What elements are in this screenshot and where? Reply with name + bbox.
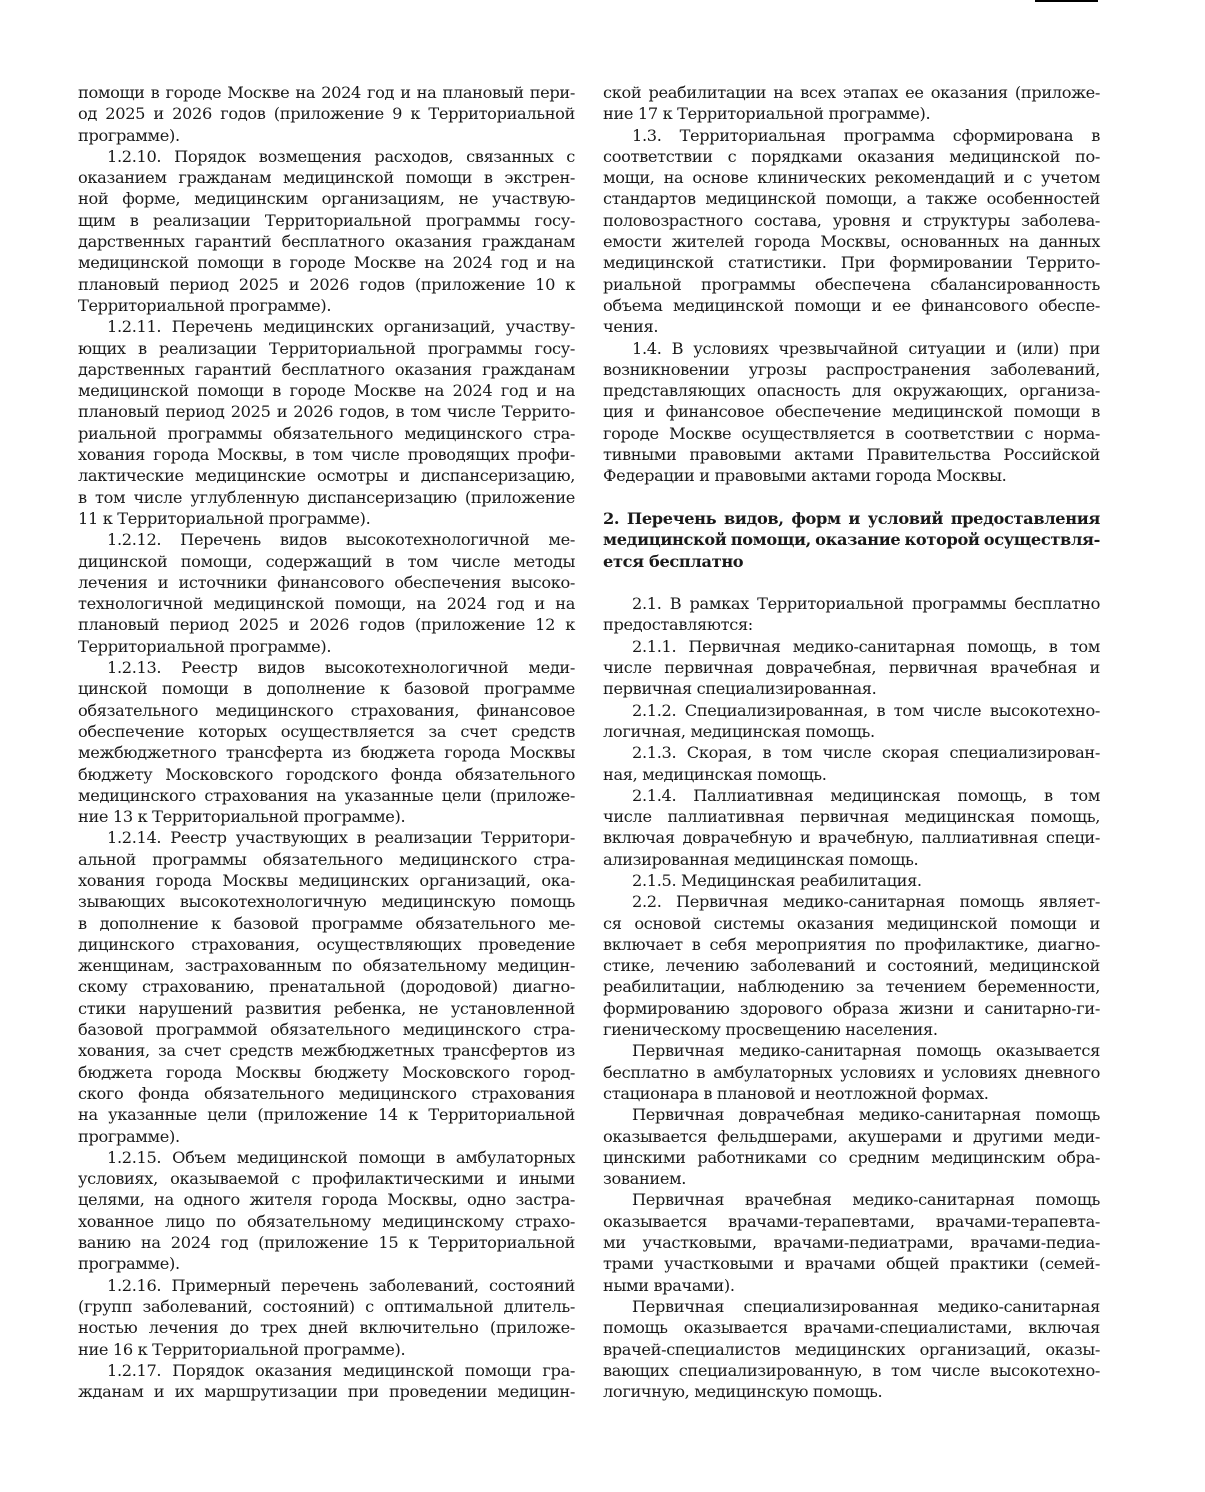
text-line: оказывается фельдшерами, акушерами и другими меди-	[603, 1126, 1100, 1146]
text-line: 2.1. В рамках Территориальной программы бесплатно	[632, 594, 1100, 614]
text-line: медицинского страхования на указанные цели (приложе-	[78, 785, 575, 805]
text-line: 1.3. Территориальная программа сформирована в	[632, 125, 1100, 145]
text-line: Территориальной программе).	[78, 636, 332, 656]
text-line: чения.	[603, 317, 659, 337]
text-line: 2.1.1. Первичная медико-санитарная помощь, в том	[632, 636, 1100, 656]
text-line: 11 к Территориальной программе).	[78, 508, 371, 528]
paragraph-2.2-p4	[603, 1189, 1100, 1295]
text-line: представляющих опасность для окружающих, организа-	[603, 381, 1100, 401]
text-line: од 2025 и 2026 годов (приложение 9 к Территориальной	[78, 104, 575, 124]
text-line: ми участковыми, врачами-педиатрами, врачами-педиа-	[603, 1233, 1100, 1253]
text-line: включает в себя мероприятия по профилактике, диагно-	[603, 934, 1100, 954]
text-line: хования города Москвы, в том числе проводящих профи-	[78, 445, 575, 465]
text-line: 1.2.11. Перечень медицинских организаций, участву-	[107, 317, 575, 337]
text-line: ется бесплатно	[603, 551, 744, 571]
text-line: медицинской помощи в городе Москве на 2024 год и на	[78, 381, 575, 401]
text-line: числе паллиативная первичная медицинская помощь,	[603, 807, 1100, 827]
text-line: обязательного медицинского страхования, финансовое	[78, 700, 575, 720]
paragraph-2.1.5	[603, 870, 1100, 891]
text-line: риальной программы обеспечена сбалансированность	[603, 274, 1100, 294]
text-line: первичная специализированная.	[603, 679, 877, 699]
text-line: 1.2.14. Реестр участвующих в реализации Территори-	[107, 828, 575, 848]
paragraph-1.2.10	[78, 146, 575, 316]
text-line: плановый период 2025 и 2026 годов (приложение 10 к	[78, 274, 575, 294]
text-line: половозрастного состава, уровня и структуры заболева-	[603, 210, 1100, 230]
paragraph-1.3	[603, 125, 1100, 338]
text-line: 2.1.4. Паллиативная медицинская помощь, в том	[632, 785, 1100, 805]
text-line: соответствии с порядками оказания медицинской по-	[603, 146, 1100, 166]
right-column	[603, 82, 1100, 1402]
text-line: зованием.	[603, 1169, 687, 1189]
text-line: (групп заболеваний, состояний) с оптимальной длитель-	[78, 1296, 575, 1316]
text-line: обеспечение которых осуществляется за счет средств	[78, 721, 575, 741]
text-line: бюджета города Москвы бюджету Московского город-	[78, 1062, 575, 1082]
text-line: мощи, на основе клинических рекомендаций и с учетом	[603, 168, 1100, 188]
paragraph-2.1	[603, 593, 1100, 636]
text-line: ная, медицинская помощь.	[603, 764, 827, 784]
paragraph-2.1.1	[603, 636, 1100, 700]
text-line: медицинской статистики. При формировании Террито-	[603, 253, 1100, 273]
text-line: числе первичная доврачебная, первичная врачебная и	[603, 658, 1100, 678]
text-line: 1.2.13. Реестр видов высокотехнологичной меди-	[107, 658, 575, 678]
text-line: Первичная доврачебная медико-санитарная помощь	[632, 1105, 1100, 1125]
text-line: 1.4. В условиях чрезвычайной ситуации и (или) при	[632, 338, 1100, 358]
paragraph-1.2.11	[78, 316, 575, 529]
text-line: на указанные цели (приложение 14 к Территориальной	[78, 1105, 575, 1125]
text-line: медицинской помощи, оказание которой осуществля-	[603, 530, 1100, 550]
text-line: технологичной медицинской помощи, на 2024 год и на	[78, 594, 575, 614]
paragraph-2.2-p5	[603, 1296, 1100, 1402]
text-line: ными врачами).	[603, 1275, 735, 1295]
text-line: емости жителей города Москвы, основанных на данных	[603, 232, 1100, 252]
paragraph-2.2-p2	[603, 1040, 1100, 1104]
spacer	[603, 487, 1100, 508]
text-line: 2.1.3. Скорая, в том числе скорая специализирован-	[632, 743, 1100, 763]
text-line: в дополнение к базовой программе обязательного ме-	[78, 913, 575, 933]
text-line: помощи в городе Москве на 2024 год и на плановый пери-	[78, 83, 575, 102]
text-line: формированию здорового образа жизни и санитарно-ги-	[603, 998, 1100, 1018]
text-line: дарственных гарантий бесплатного оказания гражданам	[78, 232, 575, 252]
paragraph-2.1.3	[603, 742, 1100, 785]
text-line: программе).	[78, 125, 180, 145]
text-line: риальной программы обязательного медицинского стра-	[78, 423, 575, 443]
paragraph-2.2	[603, 891, 1100, 1040]
text-line: 2.1.2. Специализированная, в том числе высокотехно-	[632, 700, 1100, 720]
text-line: программе).	[78, 1254, 180, 1274]
text-line: условиях, оказываемой с профилактическими и иными	[78, 1169, 575, 1189]
text-line: целями, на одного жителя города Москвы, одно застра-	[78, 1190, 575, 1210]
text-line: щим в реализации Территориальной программы госу-	[78, 210, 575, 230]
text-line: цинскими работниками со средним медицинским обра-	[603, 1147, 1100, 1167]
paragraph-2.1.2	[603, 700, 1100, 743]
text-line: ние 16 к Территориальной программе).	[78, 1339, 406, 1359]
text-line: ся основой системы оказания медицинской помощи и	[603, 913, 1100, 933]
text-line: ние 13 к Территориальной программе).	[78, 807, 406, 827]
text-line: цинской помощи в дополнение к базовой программе	[78, 679, 575, 699]
paragraph-1.2.14	[78, 827, 575, 1146]
text-line: лактические медицинские осмотры и диспансеризацию,	[78, 466, 575, 486]
text-line: реабилитации, наблюдению за течением беременности,	[603, 977, 1100, 997]
text-line: 1.2.12. Перечень видов высокотехнологичной ме-	[107, 530, 575, 550]
text-line: ской реабилитации на всех этапах ее оказания (приложе-	[603, 83, 1100, 102]
text-line: 1.2.16. Примерный перечень заболеваний, состояний	[107, 1275, 575, 1295]
text-line: ностью лечения до трех дней включительно (приложе-	[78, 1318, 575, 1338]
text-line: плановый период 2025 и 2026 годов (приложение 12 к	[78, 615, 575, 635]
left-column	[78, 82, 575, 1402]
text-line: оказывается врачами-терапевтами, врачами-терапевта-	[603, 1211, 1100, 1231]
spacer	[603, 572, 1100, 593]
text-line: межбюджетного трансферта из бюджета города Москвы	[78, 743, 575, 763]
text-line: 1.2.10. Порядок возмещения расходов, связанных с	[107, 146, 575, 166]
text-line: 2. Перечень видов, форм и условий предоставления	[603, 508, 1100, 528]
text-line: объема медицинской помощи и ее финансового обеспе-	[603, 295, 1100, 315]
text-line: женщинам, застрахованным по обязательному медицин-	[78, 956, 575, 976]
text-line: хованное лицо по обязательному медицинскому страхо-	[78, 1211, 575, 1231]
paragraph-1.2.16	[78, 1275, 575, 1360]
text-line: гиеническому просвещению населения.	[603, 1020, 938, 1040]
text-line: 2.1.5. Медицинская реабилитация.	[632, 870, 922, 890]
text-line: тивными правовыми актами Правительства Российской	[603, 445, 1100, 465]
text-line: Федерации и правовыми актами города Москвы.	[603, 466, 1007, 486]
text-line: стационара в плановой и неотложной формах.	[603, 1083, 989, 1103]
text-line: ализированная медицинская помощь.	[603, 849, 919, 869]
text-line: трами участковыми и врачами общей практики (семей-	[603, 1254, 1100, 1274]
text-line: оказанием гражданам медицинской помощи в экстрен-	[78, 168, 575, 188]
text-line: стандартов медицинской помощи, а также особенностей	[603, 189, 1100, 209]
text-line: 2.2. Первичная медико-санитарная помощь являет-	[632, 892, 1100, 912]
text-line: ющих в реализации Территориальной программы госу-	[78, 338, 575, 358]
text-line: базовой программой обязательного медицинского стра-	[78, 1020, 575, 1040]
text-line: врачей-специалистов медицинских организаций, оказы-	[603, 1339, 1100, 1359]
text-line: ского фонда обязательного медицинского страхования	[78, 1083, 575, 1103]
text-line: хования, за счет средств межбюджетных трансфертов из	[78, 1041, 575, 1061]
text-line: городе Москве осуществляется в соответствии с норма-	[603, 423, 1100, 443]
text-line: дицинского страхования, осуществляющих проведение	[78, 934, 575, 954]
text-line: дарственных гарантий бесплатного оказания гражданам	[78, 359, 575, 379]
text-line: 1.2.15. Объем медицинской помощи в амбулаторных	[107, 1147, 575, 1167]
text-line: в том числе углубленную диспансеризацию (приложение	[78, 487, 575, 507]
text-line: альной программы обязательного медицинского стра-	[78, 849, 575, 869]
text-line: бюджету Московского городского фонда обязательного	[78, 764, 575, 784]
paragraph-1.2.15	[78, 1147, 575, 1275]
text-line: скому страхованию, пренатальной (дородовой) диагно-	[78, 977, 575, 997]
text-line: зывающих высокотехнологичную медицинскую помощь	[78, 892, 575, 912]
paragraph-1.2.17	[78, 1360, 575, 1403]
text-line: ние 17 к Территориальной программе).	[603, 104, 931, 124]
text-line: 1.2.17. Порядок оказания медицинской помощи гра-	[107, 1360, 575, 1380]
text-line: вающих специализированную, в том числе высокотехно-	[603, 1360, 1100, 1380]
text-line: стике, лечению заболеваний и состояний, медицинской	[603, 956, 1100, 976]
text-line: хования города Москвы медицинских организаций, ока-	[78, 870, 575, 890]
text-line: предоставляются:	[603, 615, 753, 635]
text-line: плановый период 2025 и 2026 годов, в том числе Террито-	[78, 402, 575, 422]
text-line: Территориальной программе).	[78, 295, 332, 315]
text-line: возникновении угрозы распространения заболеваний,	[603, 359, 1100, 379]
text-line: Первичная медико-санитарная помощь оказывается	[632, 1041, 1100, 1061]
text-line: жданам и их маршрутизации при проведении медицин-	[78, 1382, 575, 1402]
text-line: включая доврачебную и врачебную, паллиативная специ-	[603, 828, 1100, 848]
text-line: логичную, медицинскую помощь.	[603, 1382, 883, 1402]
text-line: Первичная врачебная медико-санитарная помощь	[632, 1190, 1100, 1210]
paragraph-cont-1.2.9	[78, 82, 575, 146]
page-header-rule	[1035, 0, 1098, 2]
text-line: программе).	[78, 1126, 180, 1146]
paragraph-1.2.12	[78, 529, 575, 657]
paragraph-cont-1.2.17	[603, 82, 1100, 125]
paragraph-1.2.13	[78, 657, 575, 827]
section-heading	[603, 508, 1100, 572]
text-line: дицинской помощи, содержащий в том числе методы	[78, 551, 575, 571]
paragraph-2.2-p3	[603, 1104, 1100, 1189]
paragraph-2.1.4	[603, 785, 1100, 870]
text-line: бесплатно в амбулаторных условиях и условиях дневного	[603, 1062, 1100, 1082]
paragraph-1.4	[603, 338, 1100, 487]
text-line: стики нарушений развития ребенка, не установленной	[78, 998, 575, 1018]
text-line: ной форме, медицинским организациям, не участвую-	[78, 189, 575, 209]
text-line: ция и финансовое обеспечение медицинской помощи в	[603, 402, 1100, 422]
text-line: Первичная специализированная медико-санитарная	[632, 1296, 1100, 1316]
text-line: ванию на 2024 год (приложение 15 к Территориальной	[78, 1233, 575, 1253]
text-line: медицинской помощи в городе Москве на 2024 год и на	[78, 253, 575, 273]
text-line: логичная, медицинская помощь.	[603, 721, 875, 741]
text-line: лечения и источники финансового обеспечения высоко-	[78, 572, 575, 592]
text-line: помощь оказывается врачами-специалистами, включая	[603, 1318, 1100, 1338]
